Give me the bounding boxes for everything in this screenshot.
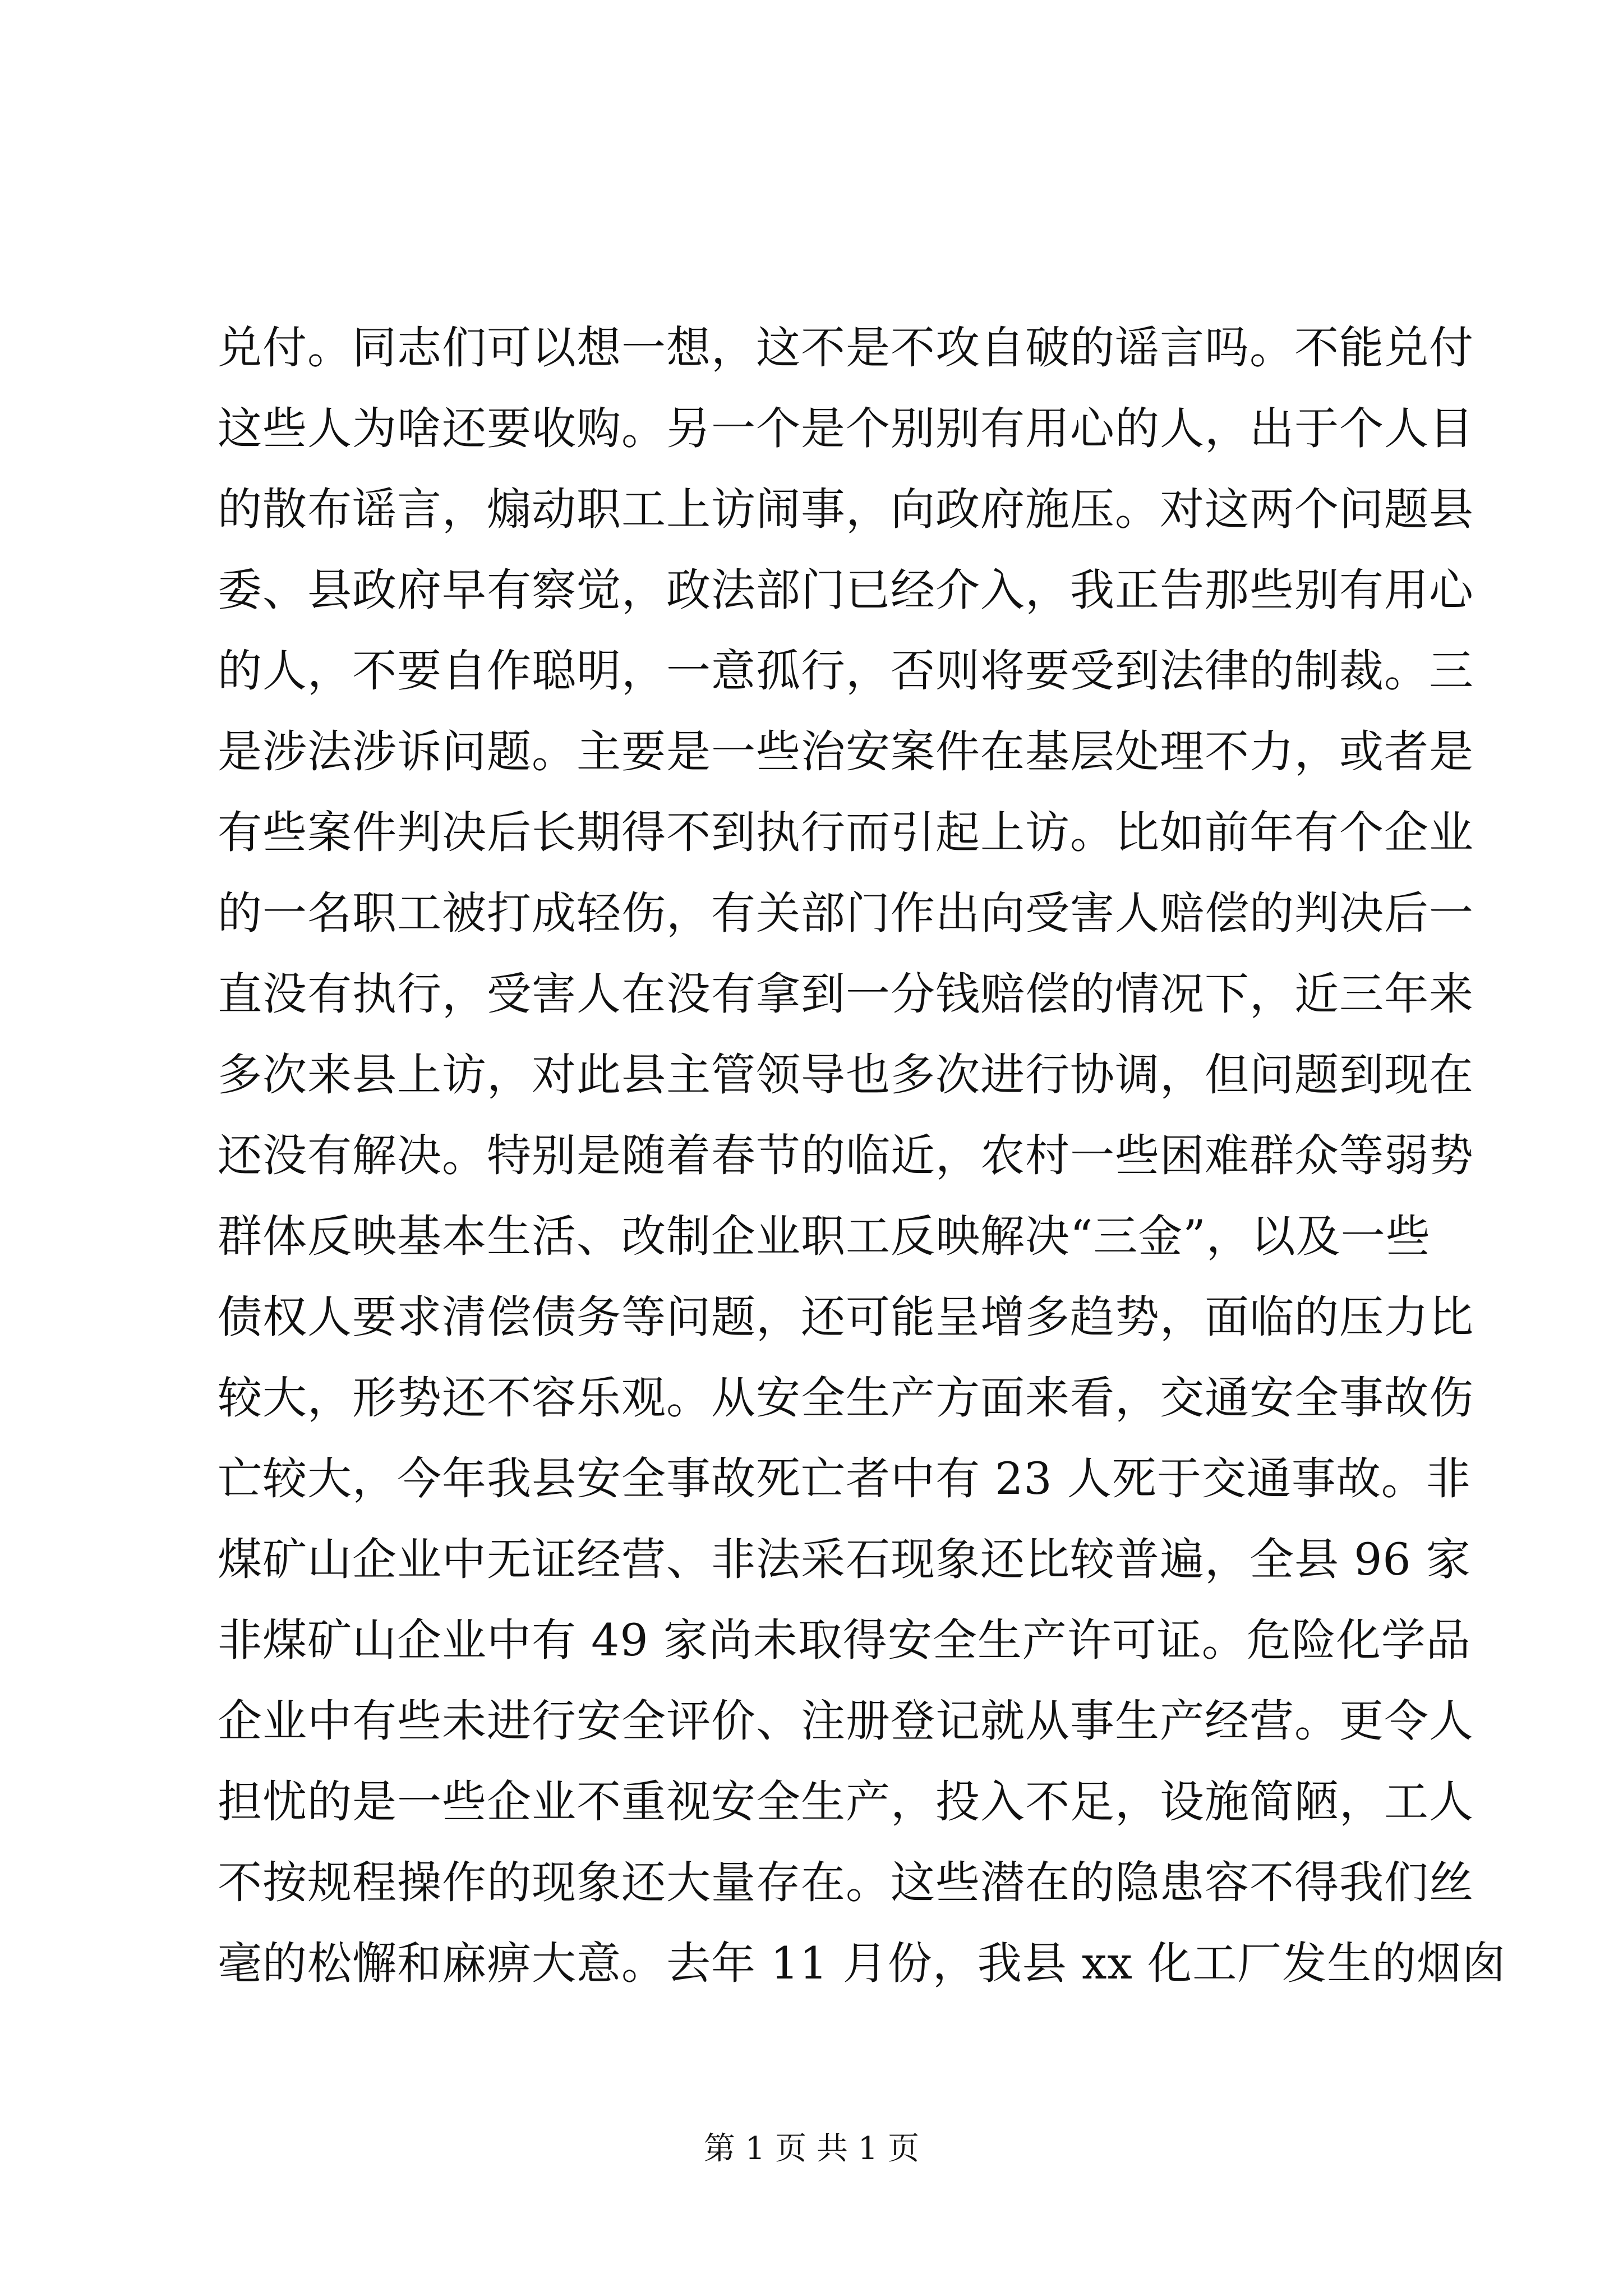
text-line: 委、县政府早有察觉，政法部门已经介入，我正告那些别有用心 (218, 564, 1474, 616)
text-line: 群体反映基本生活、改制企业职工反映解决“三金”，以及一些 (218, 1211, 1431, 1262)
text-line: 亡较大，今年我县安全事故死亡者中有 23 人死于交通事故。非 (218, 1453, 1471, 1504)
text-line: 多次来县上访，对此县主管领导也多次进行协调，但问题到现在 (218, 1049, 1474, 1101)
page-number-footer: 第 1 页 共 1 页 (703, 2131, 920, 2167)
text-line: 较大，形势还不容乐观。从安全生产方面来看，交通安全事故伤 (218, 1372, 1474, 1424)
text-line: 直没有执行，受害人在没有拿到一分钱赔偿的情况下，近三年来 (218, 968, 1474, 1020)
text-line: 企业中有些未进行安全评价、注册登记就从事生产经营。更令人 (218, 1695, 1474, 1747)
text-line: 有些案件判决后长期得不到执行而引起上访。比如前年有个企业 (218, 807, 1474, 858)
text-line: 的散布谣言，煽动职工上访闹事，向政府施压。对这两个问题县 (218, 484, 1474, 535)
text-line: 担忧的是一些企业不重视安全生产，投入不足，设施简陋，工人 (218, 1776, 1474, 1828)
text-line: 是涉法涉诉问题。主要是一些治安案件在基层处理不力，或者是 (218, 726, 1474, 777)
text-line: 煤矿山企业中无证经营、非法采石现象还比较普遍，全县 96 家 (218, 1534, 1471, 1585)
text-line: 这些人为啥还要收购。另一个是个别别有用心的人，出于个人目 (218, 403, 1474, 454)
text-line: 债权人要求清偿债务等问题，还可能呈增多趋势，面临的压力比 (218, 1291, 1474, 1343)
text-line: 兑付。同志们可以想一想，这不是不攻自破的谣言吗。不能兑付 (218, 322, 1474, 374)
text-line: 的人，不要自作聪明，一意孤行，否则将要受到法律的制裁。三 (218, 645, 1474, 697)
text-line: 毫的松懈和麻痹大意。去年 11 月份，我县 xx 化工厂发生的烟囱 (218, 1938, 1507, 1989)
text-line: 非煤矿山企业中有 49 家尚未取得安全生产许可证。危险化学品 (218, 1614, 1471, 1666)
text-line: 还没有解决。特别是随着春节的临近，农村一些困难群众等弱势 (218, 1130, 1474, 1181)
body-text (218, 307, 1507, 2004)
text-line: 不按规程操作的现象还大量存在。这些潜在的隐患容不得我们丝 (218, 1857, 1474, 1908)
text-line: 的一名职工被打成轻伤，有关部门作出向受害人赔偿的判决后一 (218, 887, 1474, 939)
